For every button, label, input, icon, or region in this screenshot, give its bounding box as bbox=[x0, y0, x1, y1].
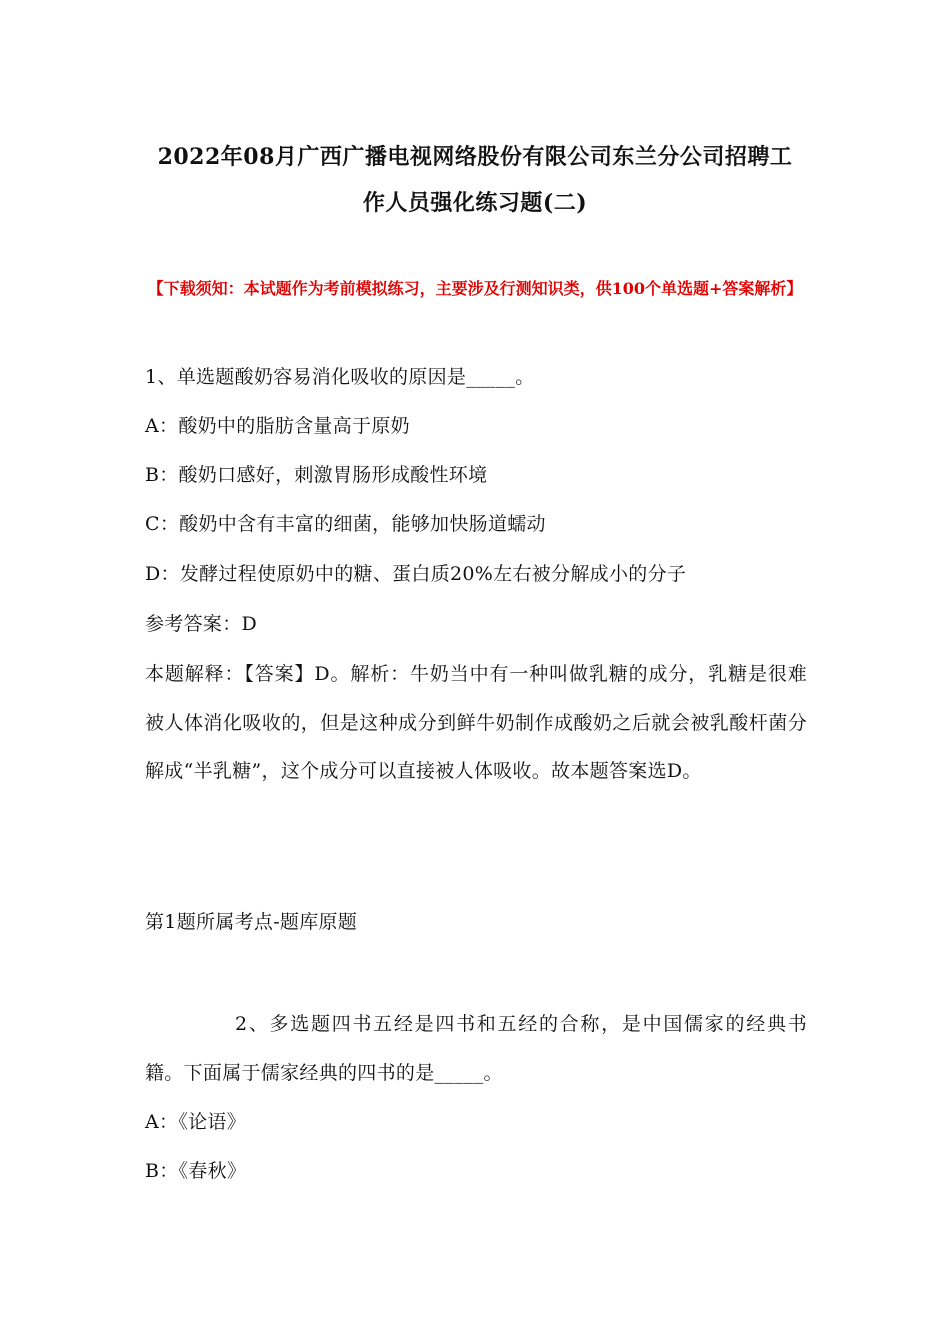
question-1-stem: 1、单选题酸奶容易消化吸收的原因是_____。 bbox=[145, 366, 535, 388]
question-1-point: 第1题所属考点-题库原题 bbox=[145, 911, 358, 933]
question-1-option-c: C：酸奶中含有丰富的细菌，能够加快肠道蠕动 bbox=[145, 513, 546, 535]
question-2-option-b: B：《春秋》 bbox=[145, 1160, 247, 1182]
download-notice: 【下载须知：本试题作为考前模拟练习，主要涉及行测知识类，供100个单选题+答案解析】 bbox=[147, 279, 803, 298]
question-1-explanation: 本题解释：【答案】D。解析：牛奶当中有一种叫做乳糖的成分，乳糖是很难被人体消化吸收的，但是这种成分到鲜牛奶制作成酸奶之后就会被乳酸杆菌分解成“半乳糖”，这个成分可以直接被人体吸收。故本题答案选D。 bbox=[145, 663, 807, 782]
document-title-line-2: 作人员强化练习题(二) bbox=[362, 190, 588, 216]
document-title-line-1: 2022年08月广西广播电视网络股份有限公司东兰分公司招聘工 bbox=[157, 144, 793, 170]
question-1-option-a: A：酸奶中的脂肪含量高于原奶 bbox=[145, 415, 410, 437]
question-2-stem: 2、多选题四书五经是四书和五经的合称，是中国儒家的经典书籍。下面属于儒家经典的四书的是_____。 bbox=[145, 1013, 807, 1084]
question-1-answer: 参考答案：D bbox=[145, 613, 258, 635]
question-1-option-b: B：酸奶口感好，刺激胃肠形成酸性环境 bbox=[145, 464, 488, 486]
question-2-option-a: A：《论语》 bbox=[145, 1111, 247, 1133]
question-1-option-d: D：发酵过程使原奶中的糖、蛋白质20%左右被分解成小的分子 bbox=[145, 563, 687, 585]
